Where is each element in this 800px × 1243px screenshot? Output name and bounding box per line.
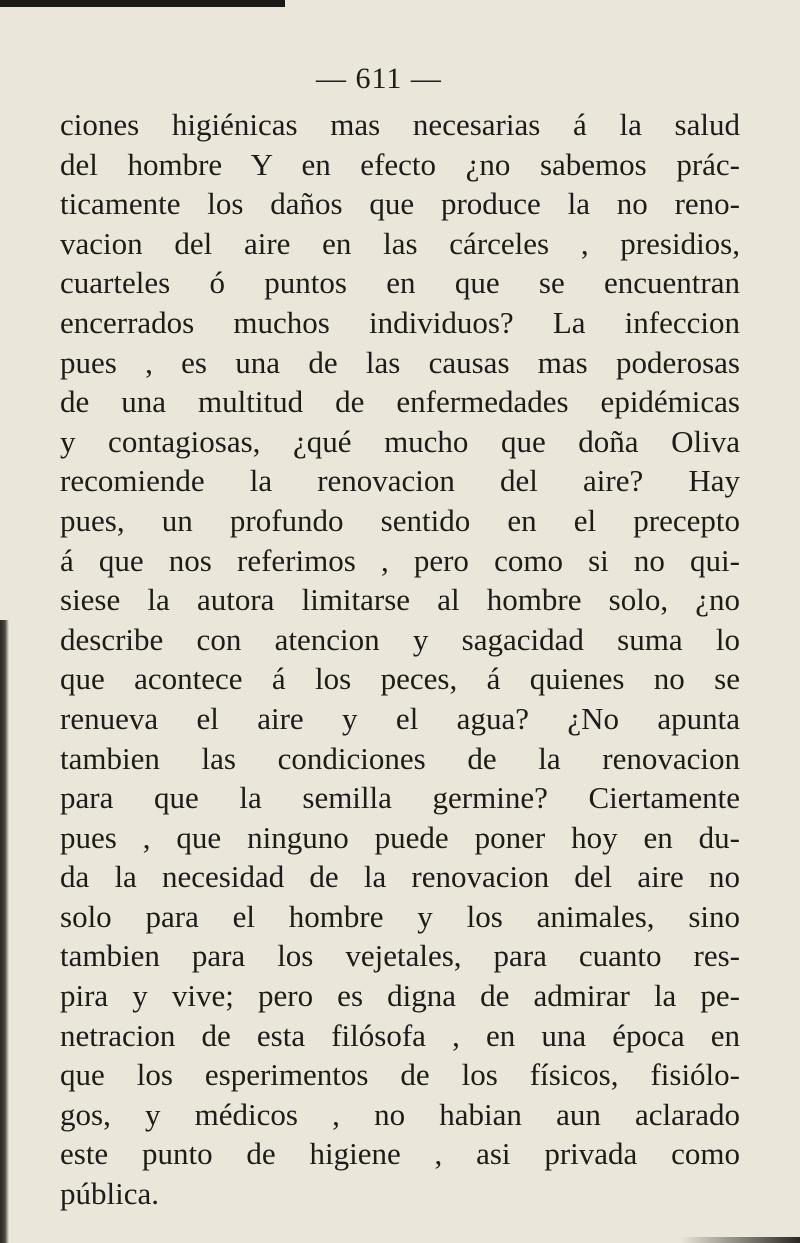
- text-line: del hombre Y en efecto ¿no sabemos prác-: [60, 146, 740, 182]
- text-line: que acontece á los peces, á quienes no se: [60, 661, 740, 697]
- text-line: ciones higiénicas mas necesarias á la salud: [60, 107, 740, 142]
- text-line: pues , es una de las causas mas poderosas: [60, 344, 740, 380]
- text-line: da la necesidad de la renovacion del aire no: [60, 859, 740, 895]
- text-line: gos, y médicos , no habian aun aclarado: [60, 1096, 740, 1132]
- text-line: este punto de higiene , asi privada como: [60, 1136, 740, 1172]
- left-edge-shadow: [0, 620, 9, 1243]
- text-line: siese la autora limitarse al hombre solo, ¿no: [60, 582, 740, 618]
- text-line: á que nos referimos , pero como si no qui-: [60, 542, 740, 578]
- text-line: para que la semilla germine? Ciertamente: [60, 780, 740, 816]
- text-line: pública.: [60, 1176, 159, 1212]
- text-line: recomiende la renovacion del aire? Hay: [60, 463, 740, 499]
- text-line: tambien las condiciones de la renovacion: [60, 740, 740, 776]
- text-line: encerrados muchos individuos? La infeccion: [60, 304, 740, 340]
- text-line: pues, un profundo sentido en el precepto: [60, 502, 740, 538]
- text-line: que los esperimentos de los físicos, fisiólo-: [60, 1057, 740, 1093]
- text-line: pira y vive; pero es digna de admirar la pe-: [60, 978, 740, 1014]
- body-text: [60, 105, 740, 1214]
- text-line: vacion del aire en las cárceles , presidios,: [60, 225, 740, 261]
- text-line: describe con atencion y sagacidad suma lo: [60, 621, 740, 657]
- text-line: de una multitud de enfermedades epidémicas: [60, 384, 740, 420]
- text-line: ticamente los daños que produce la no reno-: [60, 186, 740, 222]
- text-line: cuarteles ó puntos en que se encuentran: [60, 265, 740, 301]
- page-number: — 611 —: [316, 62, 442, 95]
- text-line: tambien para los vejetales, para cuanto res-: [60, 938, 740, 974]
- text-line: netracion de esta filósofa , en una época en: [60, 1017, 740, 1053]
- text-line: solo para el hombre y los animales, sino: [60, 898, 740, 934]
- bottom-edge-shadow: [680, 1237, 800, 1243]
- text-line: y contagiosas, ¿qué mucho que doña Oliva: [60, 423, 740, 459]
- text-line: renueva el aire y el agua? ¿No apunta: [60, 700, 740, 736]
- text-line: pues , que ninguno puede poner hoy en du-: [60, 819, 740, 855]
- top-edge-shadow: [0, 0, 285, 7]
